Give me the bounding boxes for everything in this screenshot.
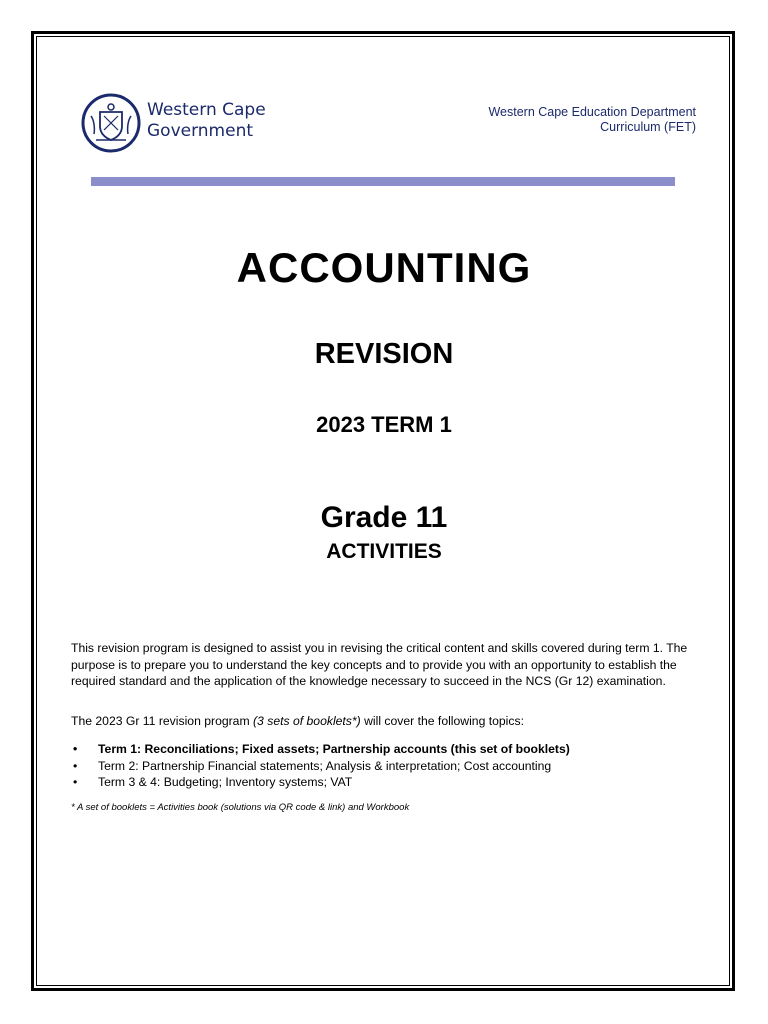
wcg-logo [80, 92, 300, 154]
subject-title: ACCOUNTING [236, 244, 532, 291]
topics-list [71, 741, 711, 791]
header-divider [91, 177, 675, 186]
department-block [488, 105, 696, 135]
logo-wordmark [147, 100, 266, 142]
logo-line-1: Western Cape [147, 100, 266, 120]
topic-term-1: • Term 1: Reconciliations; Fixed assets; Partnership accounts (this set of booklets) [71, 741, 711, 758]
footnote: * A set of booklets = Activities book (solutions via QR code & link) and Workbook [71, 802, 410, 813]
program-prefix: The 2023 Gr 11 revision program [71, 714, 253, 728]
program-sentence [71, 713, 711, 730]
department-name: Western Cape Education Department [488, 105, 696, 119]
revision-title: REVISION [314, 338, 454, 370]
topic-term-2: • Term 2: Partnership Financial statements; Analysis & interpretation; Cost accounting [71, 758, 711, 775]
program-italic: (3 sets of booklets*) [253, 714, 361, 728]
topic-term-3-4: • Term 3 & 4: Budgeting; Inventory systems; VAT [71, 774, 711, 791]
intro-paragraph: This revision program is designed to assist you in revising the critical content and skills covered during term 1. The purpose is to prepare you to understand the key concepts and to provide you with an opportunity to establish the required standard and the application of the knowledge necessary to succeed in the NCS (Gr 12) examination. [71, 641, 688, 688]
curriculum-name: Curriculum (FET) [600, 120, 696, 134]
activities-title: ACTIVITIES [326, 540, 442, 563]
grade-title: Grade 11 [320, 501, 448, 534]
logo-line-2: Government [147, 121, 254, 141]
coat-of-arms-icon [80, 92, 142, 154]
program-suffix: will cover the following topics: [360, 714, 524, 728]
term-title: 2023 TERM 1 [316, 412, 452, 437]
